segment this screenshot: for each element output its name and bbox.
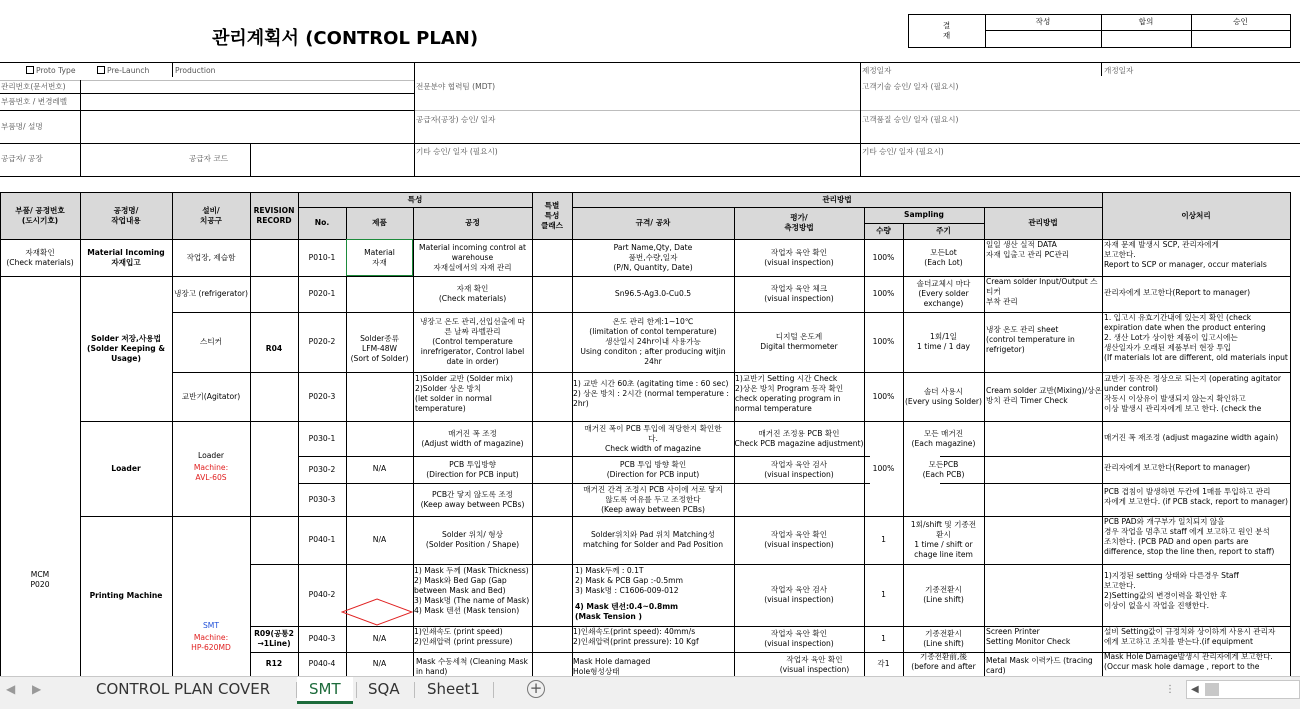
r7-spec: 매거진 간격 조정시 PCB 사이에 서로 닿지 않도록 여유를 두고 조정한다 (Keep away between PCBs)	[583, 484, 723, 514]
r3-eval: 디지털 온도계 Digital thermometer	[760, 332, 838, 351]
r2-control: Cream solder Input/Output 스 티커 부착 관리	[986, 277, 1098, 306]
r10-size: 1	[881, 634, 886, 643]
r1-spec: Part Name,Qty, Date 품번,수량,일자 (P/N, Quantity, Date)	[613, 242, 693, 272]
r9-freq: 기종전환시 (Line shift)	[923, 585, 964, 604]
approval-approve: 승인	[1233, 17, 1248, 26]
tab-sqa[interactable]: SQA	[368, 680, 400, 698]
horizontal-scrollbar[interactable]	[1186, 680, 1300, 699]
part-mcm: MCM P020	[30, 570, 50, 589]
r8-freq: 1회/shift 및 기종전 환시 1 time / shift or chage line item	[910, 520, 977, 559]
header-size: 수량	[876, 226, 891, 235]
r7-reaction: PCB 겹침이 발생하면 두칸에 1매를 투입하고 관리 자에게 보고한다. (if PCB stack, report to manager)	[1104, 487, 1288, 506]
issue-date-label: 제정일자	[862, 66, 892, 75]
scroll-options-icon[interactable]: ⋮	[1165, 684, 1175, 695]
pre-launch-label: Pre-Launch	[107, 66, 150, 75]
r4-reaction: 교반기 동작은 정상으로 되는지 (operating agitator under control) 작동시 이상유이 발생되지 않는지 확인하고 이상 발생시 관리자에게 보고 한다. (check the	[1104, 374, 1281, 413]
part-name-label: 부품명/ 설명	[1, 122, 43, 131]
header-process-name: 공정명/ 작업내용	[111, 205, 141, 225]
revision-date-label: 개정일자	[1104, 66, 1134, 75]
solder-group-name: Solder 저장,사용법 (Solder Keeping & Usage)	[87, 333, 165, 363]
r1-name: Material Incoming 자재입고	[87, 247, 165, 267]
r10-freq: 기종전환시 (Line shift)	[923, 629, 964, 648]
loader-name: Loader	[111, 463, 141, 473]
header-spec: 규격/ 공차	[635, 218, 671, 227]
r1-freq: 모든Lot (Each Lot)	[924, 247, 963, 267]
r1-eval: 작업자 육안 확인 (visual inspection)	[764, 247, 834, 267]
supplier-label: 공급자/ 공장	[1, 154, 43, 163]
r1-process: Material incoming control at warehouse 자재실에서의 자재 관리	[419, 242, 526, 272]
r1-no: P010-1	[308, 252, 336, 262]
r5-process: 매거진 폭 조정 (Adjust width of magazine)	[421, 428, 524, 448]
r8-no: P040-1	[308, 535, 336, 544]
printing-equip-label: SMT	[202, 621, 219, 630]
r5-spec: 매거진 폭이 PCB 투입에 적당한지 확인한 다. Check width of magazine	[584, 423, 722, 453]
r11-eval: 작업자 육안 확인 (visual inspection)	[779, 655, 850, 674]
r6-eval: 작업자 육안 검사 (visual inspection)	[764, 459, 834, 479]
tab-prev-icon[interactable]: ◀	[6, 682, 16, 696]
r2-reaction: 관리자에게 보고한다(Report to manager)	[1104, 288, 1251, 297]
r10-eval: 작업자 육안 확인 (visual inspection)	[764, 629, 834, 648]
doc-no-label: 관리번호(문서번호)	[1, 82, 66, 91]
r8-reaction: PCB PAD와 개구부가 일치되지 않을 경우 작업을 멈추고 staff 에게 보고하고 원인 분석 조치한다. (PCB PAD and open parts are difference, stop the line then, report to staff)	[1104, 517, 1275, 556]
r10-spec: 1)인쇄속도(print speed): 40mm/s 2)인쇄압력(print pressure): 10 Kgf	[573, 627, 699, 646]
other-approval-label: 기타 승인/ 일자 (필요시)	[416, 147, 498, 156]
r1-product-selected-cell[interactable]: Material 자재	[346, 239, 413, 276]
r11-spec: Mask Hole damaged Hole형성상태	[573, 657, 651, 676]
customer-eng-label: 고객기술 승인/ 일자 (필요시)	[862, 82, 959, 91]
approval-agree: 합의	[1138, 17, 1154, 26]
r11-rev: R12	[265, 659, 283, 668]
r11-size: 각1	[877, 659, 890, 668]
r9-spec-bold: 4) Mask 텐션:0.4~0.8mm (Mask Tension )	[575, 602, 679, 621]
header-freq: 주기	[936, 226, 951, 235]
loader-equip-label: Loader	[197, 451, 224, 460]
r7-process: PCB간 닿지 않도록 조정 (Keep away between PCBs)	[420, 489, 525, 509]
r8-product: N/A	[372, 535, 387, 544]
r10-rev: R09(공통2 →1Line)	[254, 629, 294, 648]
r1-part: 자재확인 (Check materials)	[6, 247, 74, 267]
header-special: 특별 특성 클래스	[540, 200, 563, 230]
r11-product: N/A	[372, 659, 387, 668]
r4-equip: 교반기(Agitator)	[181, 391, 241, 401]
r4-eval: 1)교반기 Setting 시간 Check 2)상온 방치 Program 동작 확인 check operating program in normal temperature	[735, 374, 844, 413]
r3-process: 냉장고 온도 관리,선입선출에 따 른 날짜 라벨관리 (Control temperature inrefrigerator, Control label date in order)	[419, 317, 526, 366]
proto-type-label: Proto Type	[36, 66, 76, 75]
loader-equip-machine: Machine: AVL-60S	[193, 463, 229, 482]
header-evaluation: 평가/ 측정방법	[784, 213, 814, 232]
solder-rev: R04	[265, 343, 283, 353]
r4-spec: 1) 교반 시간 60초 (agitating time : 60 sec) 2) 상온 방치 : 2시간 (normal temperature : 2hr)	[573, 379, 729, 408]
r9-no: P040-2	[308, 590, 336, 599]
r3-control: 냉장 온도 관리 sheet (control temperature in refrigetor)	[986, 325, 1075, 354]
r6-reaction: 관리자에게 보고한다(Report to manager)	[1104, 463, 1251, 472]
header-equipment: 설비/ 치공구	[199, 205, 222, 225]
part-no-label: 부품번호 / 변경레벨	[1, 97, 68, 106]
mdt-label: 전문분야 협력팀 (MDT)	[416, 82, 496, 91]
tab-control-plan-cover[interactable]: CONTROL PLAN COVER	[96, 680, 271, 698]
printing-equip-machine: Machine: HP-620MD	[191, 633, 231, 652]
r8-spec: Solder위치와 Pad 위치 Matching성 matching for Solder and Pad Position	[582, 530, 724, 549]
r9-reaction: 1)지정된 setting 상태와 다른경우 Staff 보고한다. 2)Setting값의 변경이력을 확인한 후 이상이 없을시 작업을 진행한다.	[1104, 571, 1239, 610]
r2-no: P020-1	[308, 289, 336, 298]
r11-process: Mask 수동세척 (Cleaning Mask in hand)	[416, 657, 528, 676]
r1-reaction: 자재 문제 발생시 SCP, 관리자에게 보고한다. Report to SCP or manager, occur materials	[1104, 240, 1267, 269]
scroll-left-icon[interactable]: ◀	[1191, 684, 1199, 695]
r3-spec: 온도 관리 한계:1~10℃ (limitation of contol temperature) 생산일시 24hr이내 사용가능 Using conditon ; after producing witjin 24hr	[580, 317, 726, 366]
tab-next-icon[interactable]: ▶	[32, 682, 42, 696]
r10-no: P040-3	[308, 634, 336, 643]
customer-quality-label: 고객품질 승인/ 일자 (필요시)	[862, 115, 959, 124]
r8-size: 1	[881, 535, 886, 544]
r6-freq: 모든PCB (Each PCB)	[922, 459, 965, 479]
header-product: 제품	[372, 218, 387, 227]
r2-freq: 솔더교체시 마다 (Every solder exchange)	[916, 279, 971, 308]
r5-reaction: 매거진 폭 재조정 (adjust magazine width again)	[1104, 433, 1279, 442]
approval-write: 작성	[1035, 17, 1051, 26]
r1-equip: 작업장, 제습함	[186, 252, 236, 262]
page-title: 관리계획서 (CONTROL PLAN)	[212, 28, 479, 49]
r10-reaction: 설비 Setting값이 규정치와 상이하게 사용시 관리자 에게 보고하고 조치를 받는다.(if equipment	[1104, 627, 1276, 646]
r4-process: 1)Solder 교반 (Solder mix) 2)Solder 상온 방치 (let solder in normal temperature)	[415, 374, 514, 413]
r7-no: P030-3	[308, 494, 336, 504]
r6-process: PCB 투입방향 (Direction for PCB input)	[426, 459, 519, 479]
r4-freq: 솔더 사용시 (Every using Solder)	[904, 386, 983, 406]
header-revision: REVISION RECORD	[253, 205, 295, 225]
r10-control: Screen Printer Setting Monitor Check	[986, 627, 1071, 646]
production-label: Production	[175, 66, 216, 75]
loader-product: N/A	[372, 463, 387, 473]
r2-eval: 작업자 육안 체크 (visual inspection)	[764, 284, 834, 303]
r11-no: P040-4	[308, 659, 336, 668]
other-approval2-label: 기타 승인/ 일자 (필요시)	[862, 147, 944, 156]
r3-reaction: 1. 입고시 유효기간내에 있는지 확인 (check expiration date when the product entering 2. 생산 Lot가 상이한 제품이 입고시에는 생산일자가 오래된 제품부터 현장 투입 (If materials lot are different, old materials input	[1104, 313, 1288, 362]
proto-type-checkbox[interactable]	[26, 66, 34, 74]
scroll-thumb[interactable]	[1205, 683, 1219, 696]
r2-size: 100%	[872, 289, 895, 298]
r6-no: P030-2	[308, 464, 336, 474]
r5-freq: 모든 매거진 (Each magazine)	[911, 428, 976, 448]
header-control: 관리방법	[1028, 218, 1058, 227]
r3-freq: 1회/1일 1 time / 1 day	[916, 332, 970, 351]
r3-no: P020-2	[308, 337, 336, 346]
supplier-code-label: 공급자 코드	[189, 154, 229, 163]
r6-spec: PCB 투입 방향 확인 (Direction for PCB input)	[606, 459, 700, 479]
r2-equip: 냉장고 (refrigerator)	[174, 289, 248, 298]
header-characteristics: 특성	[407, 194, 423, 204]
r2-process: 자재 확인 (Check materials)	[438, 284, 507, 303]
r4-size: 100%	[872, 391, 895, 401]
r9-spec: 1) Mask두께 : 0.1T 2) Mask & PCB Gap :-0.5mm 3) Mask명 : C1606-009-012	[575, 566, 683, 595]
header-part-process: 부품/ 공정번호 (도시기호)	[15, 205, 65, 225]
r9-process: 1) Mask 두께 (Mask Thickness) 2) Mask와 Bed Gap (Gap between Mask and Bed) 3) Mask명 (The name of Mask) 4) Mask 텐션 (Mask tension)	[414, 566, 530, 615]
tab-smt[interactable]: SMT	[297, 677, 353, 704]
diamond-shape[interactable]	[341, 598, 413, 626]
r1-size: 100%	[872, 252, 895, 262]
header-no: No.	[314, 218, 330, 227]
tab-sheet1[interactable]: Sheet1	[427, 680, 480, 698]
printing-name: Printing Machine	[89, 591, 163, 600]
r3-size: 100%	[872, 337, 895, 346]
solder-product: Solder종류 LFM-48W (Sort of Solder)	[350, 333, 409, 363]
header-method: 관리방법	[822, 194, 852, 204]
r11-freq: 기종전환前,後 (before and after	[911, 652, 976, 671]
r4-no: P020-3	[308, 391, 336, 401]
approval-label: 결 재	[942, 20, 951, 40]
r1-control: 일일 생산 실적 DATA 자재 입출고 관리 PC관리	[986, 240, 1070, 259]
r5-no: P030-1	[308, 433, 336, 443]
supplier-approval-label: 공급자(공장) 승인/ 일자	[416, 115, 496, 124]
r5-eval: 매거진 조정용 PCB 확인 Check PCB magazine adjustment)	[734, 428, 864, 448]
header-reaction: 이상처리	[1181, 210, 1211, 220]
header-sampling: Sampling	[904, 210, 944, 219]
r8-process: Solder 위치/ 형상 (Solder Position / Shape)	[425, 530, 520, 549]
r4-control: Cream solder 교반(Mixing)/상온 방치 관리 Timer Check	[986, 386, 1102, 405]
r11-reaction: Mask Hole Damage발생시 관리자에게 보고한다. (Occur mask hole damage , report to the	[1104, 652, 1273, 671]
pre-launch-checkbox[interactable]	[97, 66, 105, 74]
sheet-tab-bar	[0, 676, 1300, 709]
header-process: 공정	[465, 218, 480, 227]
r10-product: N/A	[372, 634, 387, 643]
r10-process: 1)인쇄속도 (print speed) 2)인쇄압력 (print pressure)	[414, 627, 513, 646]
r9-eval: 작업자 육안 검사 (visual inspection)	[764, 585, 834, 604]
r3-equip: 스티커	[199, 337, 222, 346]
add-sheet-button[interactable]: +	[527, 680, 545, 698]
loader-size: 100%	[872, 463, 895, 473]
r8-eval: 작업자 육안 확인 (visual inspection)	[764, 530, 834, 549]
r11-control: Metal Mask 이력카드 (tracing card)	[986, 656, 1093, 675]
r9-size: 1	[881, 590, 886, 599]
r2-spec: Sn96.5-Ag3.0-Cu0.5	[614, 289, 692, 298]
